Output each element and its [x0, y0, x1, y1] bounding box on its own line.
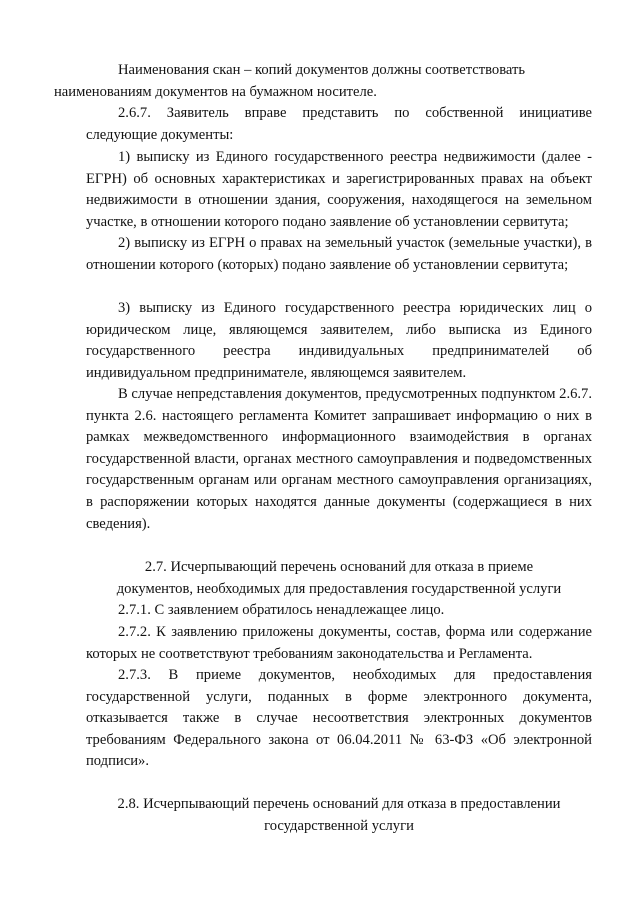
paragraph-2-7-1: 2.7.1. С заявлением обратилось ненадлежащее лицо.: [118, 602, 445, 618]
paragraph-item-1: 1) выписку из Единого государственного реестра недвижимости (далее - ЕГРН) об основных характеристиках и зарегистрированных правах на объект недвижимости в отношении здания, сооружения, находящегося на земельном участке, в отношении которого подано заявление об установлении сервитута;: [86, 149, 592, 230]
paragraph-item-2: 2) выписку из ЕГРН о правах на земельный участок (земельные участки), в отношении которого (которых) подано заявление об установлении сервитута;: [86, 235, 592, 273]
heading-line: 2.8. Исчерпывающий перечень оснований для отказа в предоставлении: [117, 796, 561, 812]
paragraph-non-submission: В случае непредставления документов, предусмотренных подпунктом 2.6.7. пункта 2.6. настоящего регламента Комитет запрашивает информацию о них в рамках межведомственного информационного взаимодействия в органах государственной власти, органах местного самоуправления и подведомственных государственным органам или органам местного самоуправления организациях, в распоряжении которых находятся данные документы (содержащиеся в них сведения).: [86, 386, 592, 532]
heading-line: 2.7. Исчерпывающий перечень оснований для отказа в приеме: [144, 559, 534, 575]
paragraph-2-7-3: 2.7.3. В приеме документов, необходимых для предоставления государственной услуги, поданных в форме электронного документа, отказывается также в случае несоответствия электронных документов требованиям Федерального закона от 06.04.2011 № 63-ФЗ «Об электронной подписи».: [86, 667, 592, 770]
section-heading-2-7: [96, 557, 582, 600]
paragraph-2-7-2: 2.7.2. К заявлению приложены документы, состав, форма или содержание которых не соответствуют требованиям законодательства и Регламента.: [86, 624, 592, 662]
section-heading-2-8: [96, 794, 582, 837]
paragraph-2-6-7: 2.6.7. Заявитель вправе представить по собственной инициативе следующие документы:: [86, 105, 592, 143]
paragraph-scan-names: [54, 60, 592, 103]
paragraph-line: наименованиям документов на бумажном носителе.: [54, 83, 377, 100]
paragraph-item-3: 3) выписку из Единого государственного реестра юридических лиц о юридическом лице, являющемся заявителем, либо выписка из Единого государственного реестра индивидуальных предпринимателей об индивидуальном предпринимателе, являющемся заявителем.: [86, 300, 592, 381]
heading-line: документов, необходимых для предоставления государственной услуги: [116, 580, 562, 597]
heading-line: государственной услуги: [264, 817, 414, 834]
paragraph-line: Наименования скан – копий документов должны соответствовать: [118, 62, 526, 78]
